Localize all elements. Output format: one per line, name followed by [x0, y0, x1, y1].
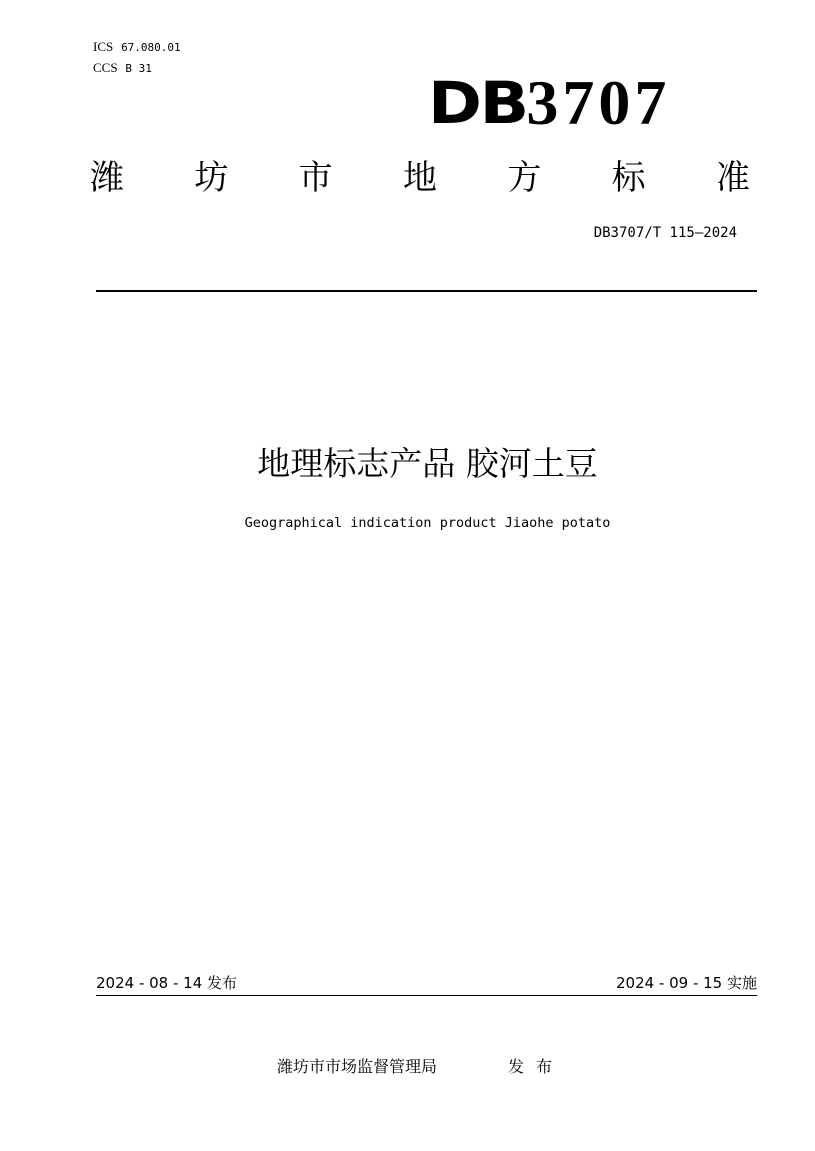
- document-title-chinese: 地理标志产品 胶河土豆: [257, 444, 598, 483]
- standard-type-char: 潍: [90, 158, 124, 198]
- standard-type-char: 坊: [194, 158, 229, 198]
- implementation-date: 2024 - 09 - 15 实施: [615, 974, 757, 992]
- standard-type-heading: [90, 152, 750, 204]
- ics-code: 67.080.01: [121, 41, 181, 54]
- document-title-english: Geographical indication product Jiaohe potato: [244, 515, 611, 531]
- ics-label: ICS: [93, 39, 114, 54]
- footer-divider: [96, 995, 757, 996]
- db-mark-code: 3707: [526, 67, 671, 138]
- standard-type-char: 准: [715, 158, 750, 198]
- ccs-label: CCS: [93, 60, 118, 75]
- standard-type-char: 市: [298, 158, 333, 198]
- header-divider: [96, 290, 757, 292]
- standard-type-char: 方: [507, 158, 542, 198]
- issuing-action: 发布: [508, 1057, 565, 1076]
- db-mark-prefix: DB: [428, 69, 527, 137]
- issuing-authority: 潍坊市市场监督管理局: [277, 1057, 438, 1076]
- standard-number: DB3707/T 115—2024: [593, 225, 737, 241]
- standard-type-char: 地: [402, 158, 437, 198]
- db-standard-mark: [428, 67, 671, 138]
- ccs-code: B 31: [125, 62, 152, 75]
- ics-line: [93, 40, 181, 55]
- issue-date: 2024 - 08 - 14 发布: [96, 974, 238, 992]
- standard-type-char: 标: [611, 158, 646, 198]
- ccs-line: [93, 61, 152, 76]
